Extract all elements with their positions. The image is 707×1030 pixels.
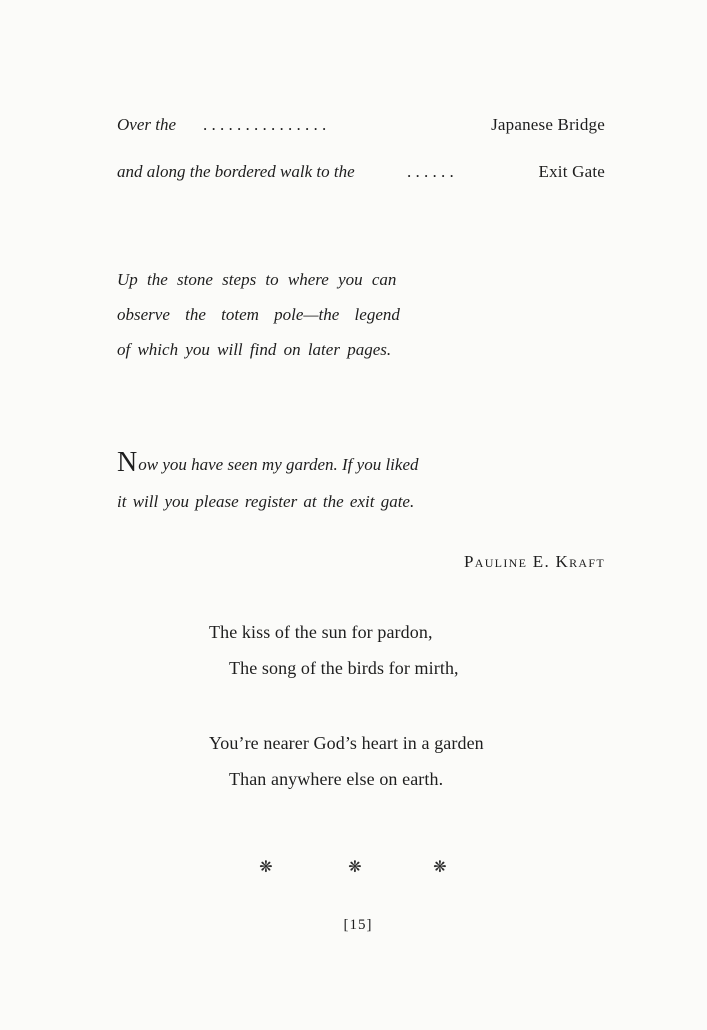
paragraph-line-text: ow you have seen my garden. If you liked: [138, 455, 419, 474]
paragraph-line: it will you please register at the exit gate.: [117, 492, 415, 511]
destination-japanese-bridge: Japanese Bridge: [491, 115, 605, 134]
paragraph-line: of which you will find on later pages.: [117, 340, 392, 359]
paragraph-line: Up the stone steps to where you can: [117, 270, 397, 289]
page-number: [15]: [343, 917, 373, 933]
paragraph-line: observe the totem pole—the legend: [117, 305, 400, 324]
direction-lead-text: and along the bordered walk to the: [117, 162, 355, 181]
asterism-ornament-icon: ❋: [433, 857, 447, 876]
direction-lead-text: Over the: [117, 115, 177, 134]
dot-leader: . . . . . . . . . . . . . . .: [203, 115, 327, 134]
author-signature: Pauline E. Kraft: [464, 552, 605, 571]
drop-cap-letter: N: [117, 447, 138, 478]
poem-line: You’re nearer God’s heart in a garden: [209, 733, 484, 753]
direction-line-gate: [117, 160, 605, 184]
direction-line-bridge: [117, 113, 605, 137]
destination-exit-gate: Exit Gate: [538, 162, 605, 181]
asterism-ornament-icon: ❋: [348, 857, 362, 876]
poem-line: The song of the birds for mirth,: [229, 658, 459, 678]
dot-leader: . . . . . .: [407, 162, 454, 181]
poem-line: The kiss of the sun for pardon,: [209, 622, 433, 642]
poem-line: Than anywhere else on earth.: [229, 769, 444, 789]
paragraph-line: [117, 447, 419, 478]
asterism-ornament-icon: ❋: [259, 857, 273, 876]
